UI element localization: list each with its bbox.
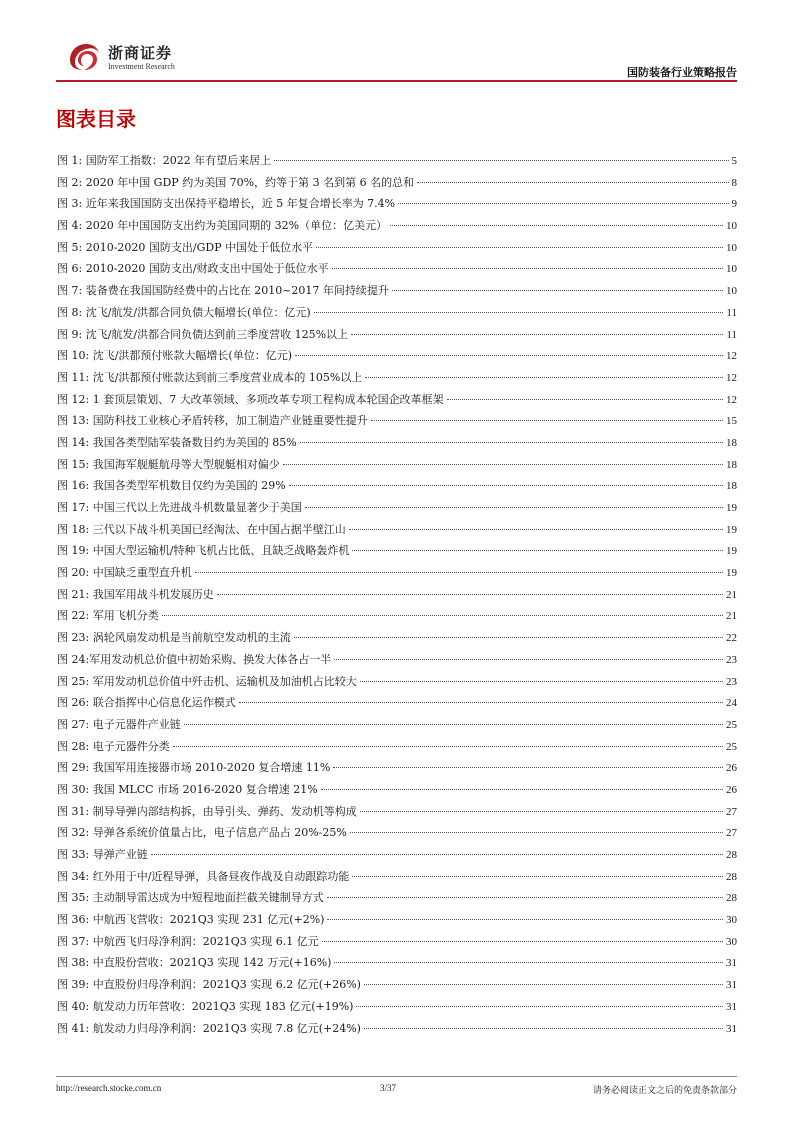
- toc-entry-page: 24: [726, 697, 737, 710]
- toc-leader-dots: [392, 290, 723, 291]
- toc-entry[interactable]: [57, 497, 737, 519]
- toc-leader-dots: [334, 962, 723, 963]
- toc-leader-dots: [283, 464, 723, 465]
- toc-leader-dots: [274, 160, 728, 161]
- toc-entry[interactable]: [57, 649, 737, 671]
- toc-leader-dots: [314, 312, 724, 313]
- toc-entry-label: 图 36: 中航西飞营收：2021Q3 实现 231 亿元(+2%): [57, 913, 325, 927]
- toc-entry[interactable]: [57, 193, 737, 215]
- toc-entry[interactable]: [57, 150, 737, 172]
- brand-name-cn: 浙商证券: [108, 44, 173, 62]
- toc-leader-dots: [321, 789, 723, 790]
- toc-entry-label: 图 3: 近年来我国国防支出保持平稳增长，近 5 年复合增长率为 7.4%: [57, 197, 396, 211]
- toc-leader-dots: [371, 420, 723, 421]
- toc-leader-dots: [360, 811, 723, 812]
- toc-entry[interactable]: [57, 801, 737, 823]
- toc-entry-page: 30: [726, 914, 737, 927]
- toc-leader-dots: [352, 876, 723, 877]
- toc-entry-page: 10: [726, 285, 737, 298]
- toc-leader-dots: [195, 572, 723, 573]
- toc-leader-dots: [162, 615, 723, 616]
- toc-entry-page: 11: [726, 306, 737, 319]
- toc-entry[interactable]: [57, 584, 737, 606]
- toc-entry-label: 图 10: 沈飞/洪都预付账款大幅增长(单位：亿元): [57, 349, 292, 363]
- toc-entry-page: 21: [726, 588, 737, 601]
- toc-leader-dots: [327, 919, 723, 920]
- toc-entry-page: 23: [726, 675, 737, 688]
- toc-entry-label: 图 14: 我国各类型陆军装备数目约为美国的 85%: [57, 435, 297, 449]
- footer-page-number: 3/37: [380, 1083, 397, 1093]
- toc-entry-page: 31: [726, 979, 737, 992]
- toc-entry-label: 图 9: 沈飞/航发/洪都合同负债达到前三季度营收 125%以上: [57, 327, 349, 341]
- toc-entry[interactable]: [57, 605, 737, 627]
- brand-name-en: Investment Research: [108, 62, 175, 71]
- toc-entry-page: 22: [726, 632, 737, 645]
- toc-leader-dots: [327, 897, 723, 898]
- toc-leader-dots: [360, 681, 723, 682]
- toc-entry[interactable]: [57, 389, 737, 411]
- toc-entry[interactable]: [57, 562, 737, 584]
- toc-entry-page: 23: [726, 653, 737, 666]
- toc-entry[interactable]: [57, 931, 737, 953]
- toc-entry[interactable]: [57, 671, 737, 693]
- toc-entry-page: 9: [731, 198, 737, 211]
- toc-leader-dots: [289, 485, 723, 486]
- toc-entry[interactable]: [57, 258, 737, 280]
- toc-entry-page: 27: [726, 827, 737, 840]
- toc-entry-label: 图 1: 国防军工指数：2022 年有望后来居上: [57, 154, 272, 167]
- toc-entry-page: 25: [726, 718, 737, 731]
- toc-leader-dots: [356, 1006, 723, 1007]
- toc-entry-page: 5: [731, 155, 737, 167]
- toc-entry-label: 图 2: 2020 年中国 GDP 约为美国 70%，约等于第 3 名到第 6 名的总和: [57, 175, 415, 189]
- toc-entry-page: 10: [726, 241, 737, 254]
- toc-entry-label: 图 27: 电子元器件产业链: [57, 717, 181, 731]
- toc-entry-label: 图 21: 我国军用战斗机发展历史: [57, 587, 214, 601]
- toc-entry-label: 图 16: 我国各类型军机数目仅约为美国的 29%: [57, 479, 286, 493]
- toc-leader-dots: [352, 550, 723, 551]
- toc-entry-page: 19: [726, 502, 737, 514]
- toc-entry-label: 图 39: 中直股份归母净利润：2021Q3 实现 6.2 亿元(+26%): [57, 978, 361, 992]
- footer-url[interactable]: http://research.stocke.com.cn: [56, 1083, 162, 1093]
- toc-leader-dots: [217, 594, 723, 595]
- toc-entry[interactable]: [57, 1018, 737, 1040]
- toc-entry[interactable]: [57, 974, 737, 996]
- toc-leader-dots: [151, 854, 723, 855]
- toc-leader-dots: [333, 767, 723, 768]
- toc-entry-page: 12: [726, 371, 737, 384]
- toc-leader-dots: [239, 702, 723, 703]
- toc-entry-page: 25: [726, 740, 737, 753]
- toc-entry[interactable]: [57, 172, 737, 194]
- report-type: 国防装备行业策略报告: [627, 66, 737, 79]
- toc-entry-label: 图 22: 军用飞机分类: [57, 609, 159, 623]
- toc-entry[interactable]: [57, 822, 737, 844]
- toc-entry[interactable]: [57, 627, 737, 649]
- footer-disclaimer: 请务必阅读正文之后的免责条款部分: [592, 1086, 737, 1096]
- toc-entry-label: 图 30: 我国 MLCC 市场 2016-2020 复合增速 21%: [57, 782, 318, 796]
- toc-entry-page: 21: [726, 610, 737, 623]
- toc-entry[interactable]: [57, 215, 737, 237]
- toc-entry-page: 27: [726, 805, 737, 818]
- toc-leader-dots: [300, 442, 723, 443]
- toc-entry-label: 图 8: 沈飞/航发/洪都合同负债大幅增长(单位：亿元): [57, 305, 311, 319]
- toc-entry-page: 15: [726, 415, 737, 428]
- toc-entry-label: 图 25: 军用发动机总价值中歼击机、运输机及加油机占比较大: [57, 674, 357, 688]
- toc-entry[interactable]: [57, 237, 737, 259]
- toc-entry-page: 19: [726, 567, 737, 580]
- toc-entry[interactable]: [57, 302, 737, 324]
- toc-leader-dots: [184, 724, 723, 725]
- toc-entry-label: 图 23: 涡轮风扇发动机是当前航空发动机的主流: [57, 631, 291, 645]
- toc-entry-label: 图 26: 联合指挥中心信息化运作模式: [57, 696, 236, 710]
- toc-entry[interactable]: [57, 996, 737, 1018]
- toc-entry[interactable]: [57, 367, 737, 389]
- toc-leader-dots: [316, 247, 723, 248]
- toc-leader-dots: [294, 637, 723, 638]
- toc-entry-label: 图 18: 三代以下战斗机美国已经淘汰、在中国占据半壁江山: [57, 522, 346, 536]
- toc-entry[interactable]: [57, 779, 737, 801]
- toc-entry-label: 图 33: 导弹产业链: [57, 848, 148, 861]
- toc-leader-dots: [447, 399, 723, 400]
- toc-entry[interactable]: [57, 736, 737, 758]
- toc-entry-page: 31: [726, 1022, 737, 1035]
- toc-entry-page: 19: [726, 523, 737, 536]
- toc-entry[interactable]: [57, 692, 737, 714]
- toc-entry-label: 图 4: 2020 年中国国防支出约为美国同期的 32%（单位：亿美元）: [57, 219, 388, 233]
- toc-entry-label: 图 38: 中直股份营收：2021Q3 实现 142 万元(+16%): [57, 956, 332, 970]
- toc-entry-page: 10: [726, 263, 737, 276]
- toc-entry-label: 图 19: 中国大型运输机/特种飞机占比低、且缺乏战略轰炸机: [57, 544, 350, 558]
- toc-entry[interactable]: [57, 540, 737, 562]
- toc-entry-label: 图 34: 红外用于中/近程导弹，具备昼夜作战及自动跟踪功能: [57, 869, 350, 883]
- toc-leader-dots: [334, 659, 723, 660]
- toc-entry-label: 图 6: 2010-2020 国防支出/财政支出中国处于低位水平: [57, 262, 329, 276]
- toc-leader-dots: [349, 529, 723, 530]
- toc-entry-page: 28: [726, 892, 737, 905]
- header-divider: [56, 80, 737, 82]
- toc-leader-dots: [322, 941, 723, 942]
- page-header: [0, 0, 793, 80]
- toc-entry-label: 图 28: 电子元器件分类: [57, 739, 170, 753]
- toc-entry-page: 11: [726, 328, 737, 341]
- toc-entry-page: 12: [726, 393, 737, 406]
- toc-leader-dots: [365, 377, 723, 378]
- toc-entry-page: 8: [731, 176, 737, 189]
- toc-entry[interactable]: [57, 475, 737, 497]
- toc-entry-label: 图 37: 中航西飞归母净利润：2021Q3 实现 6.1 亿元: [57, 934, 319, 948]
- toc-entry-label: 图 5: 2010-2020 国防支出/GDP 中国处于低位水平: [57, 240, 314, 254]
- toc-entry[interactable]: [57, 432, 737, 454]
- toc-entry-label: 图 35: 主动制导雷达成为中短程地面拦截关键制导方式: [57, 891, 324, 905]
- toc-entry-page: 30: [726, 935, 737, 948]
- toc-entry[interactable]: [57, 519, 737, 541]
- toc-entry[interactable]: [57, 952, 737, 974]
- toc-entry[interactable]: [57, 280, 737, 302]
- toc-entry-label: 图 20: 中国缺乏重型直升机: [57, 566, 192, 580]
- toc-entry-page: 18: [726, 436, 737, 449]
- toc-entry[interactable]: [57, 887, 737, 909]
- toc-leader-dots: [295, 355, 723, 356]
- toc-leader-dots: [332, 268, 723, 269]
- toc-entry-label: 图 31: 制导导弹内部结构拆，由导引头、弹药、发动机等构成: [57, 804, 357, 818]
- toc-entry-label: 图 24:军用发动机总价值中初始采购、换发大体各占一半: [57, 652, 332, 666]
- toc-entry[interactable]: [57, 410, 737, 432]
- toc-leader-dots: [390, 225, 723, 226]
- toc-entry-page: 26: [726, 762, 737, 775]
- toc-leader-dots: [305, 507, 723, 508]
- footer-divider: [56, 1076, 737, 1077]
- toc-entry-page: 28: [726, 849, 737, 861]
- toc-entry[interactable]: [57, 714, 737, 736]
- toc-entry-label: 图 29: 我国军用连接器市场 2010-2020 复合增速 11%: [57, 761, 331, 775]
- toc-entry-label: 图 32: 导弹各系统价值量占比，电子信息产品占 20%-25%: [57, 826, 347, 840]
- toc-entry-page: 31: [726, 1000, 737, 1013]
- toc-leader-dots: [173, 746, 723, 747]
- toc-entry[interactable]: [57, 844, 737, 866]
- zheshang-logo-icon: [64, 40, 104, 72]
- toc-leader-dots: [364, 984, 723, 985]
- toc-entry-page: 31: [726, 957, 737, 970]
- toc-entry-label: 图 12: 1 套顶层策划、7 大改革领域、多项改革专项工程构成本轮国企改革框架: [57, 392, 444, 406]
- toc-entry[interactable]: [57, 454, 737, 476]
- toc-entry[interactable]: [57, 757, 737, 779]
- toc-entry-label: 图 7: 装备费在我国国防经费中的占比在 2010~2017 年间持续提升: [57, 284, 389, 298]
- toc-entry-label: 图 11: 沈飞/洪都预付账款达到前三季度营业成本的 105%以上: [57, 370, 363, 384]
- toc-entry-label: 图 15: 我国海军舰艇航母等大型舰艇相对偏少: [57, 457, 280, 471]
- toc-leader-dots: [398, 203, 728, 204]
- toc-entry[interactable]: [57, 324, 737, 346]
- toc-entry-label: 图 40: 航发动力历年营收：2021Q3 实现 183 亿元(+19%): [57, 999, 354, 1013]
- toc-entry-page: 18: [726, 480, 737, 493]
- toc-entry-page: 26: [726, 783, 737, 796]
- toc-entry-page: 28: [726, 870, 737, 883]
- toc-entry-page: 10: [726, 220, 737, 233]
- toc-entry[interactable]: [57, 866, 737, 888]
- toc-leader-dots: [417, 182, 728, 183]
- toc-entry[interactable]: [57, 345, 737, 367]
- toc-entry-label: 图 41: 航发动力归母净利润：2021Q3 实现 7.8 亿元(+24%): [57, 1021, 361, 1035]
- page-title: 图表目录: [56, 107, 136, 131]
- toc-leader-dots: [364, 1028, 723, 1029]
- toc-entry-page: 12: [726, 350, 737, 363]
- toc-entry[interactable]: [57, 909, 737, 931]
- toc-entry-page: 19: [726, 545, 737, 558]
- toc-entry-label: 图 13: 国防科技工业核心矛盾转移，加工制造产业链重要性提升: [57, 414, 368, 428]
- toc-leader-dots: [351, 334, 723, 335]
- toc-entry-label: 图 17: 中国三代以上先进战斗机数量显著少于美国: [57, 501, 302, 514]
- toc-leader-dots: [350, 832, 723, 833]
- toc-entry-page: 18: [726, 458, 737, 471]
- figure-toc-list: [57, 150, 737, 1039]
